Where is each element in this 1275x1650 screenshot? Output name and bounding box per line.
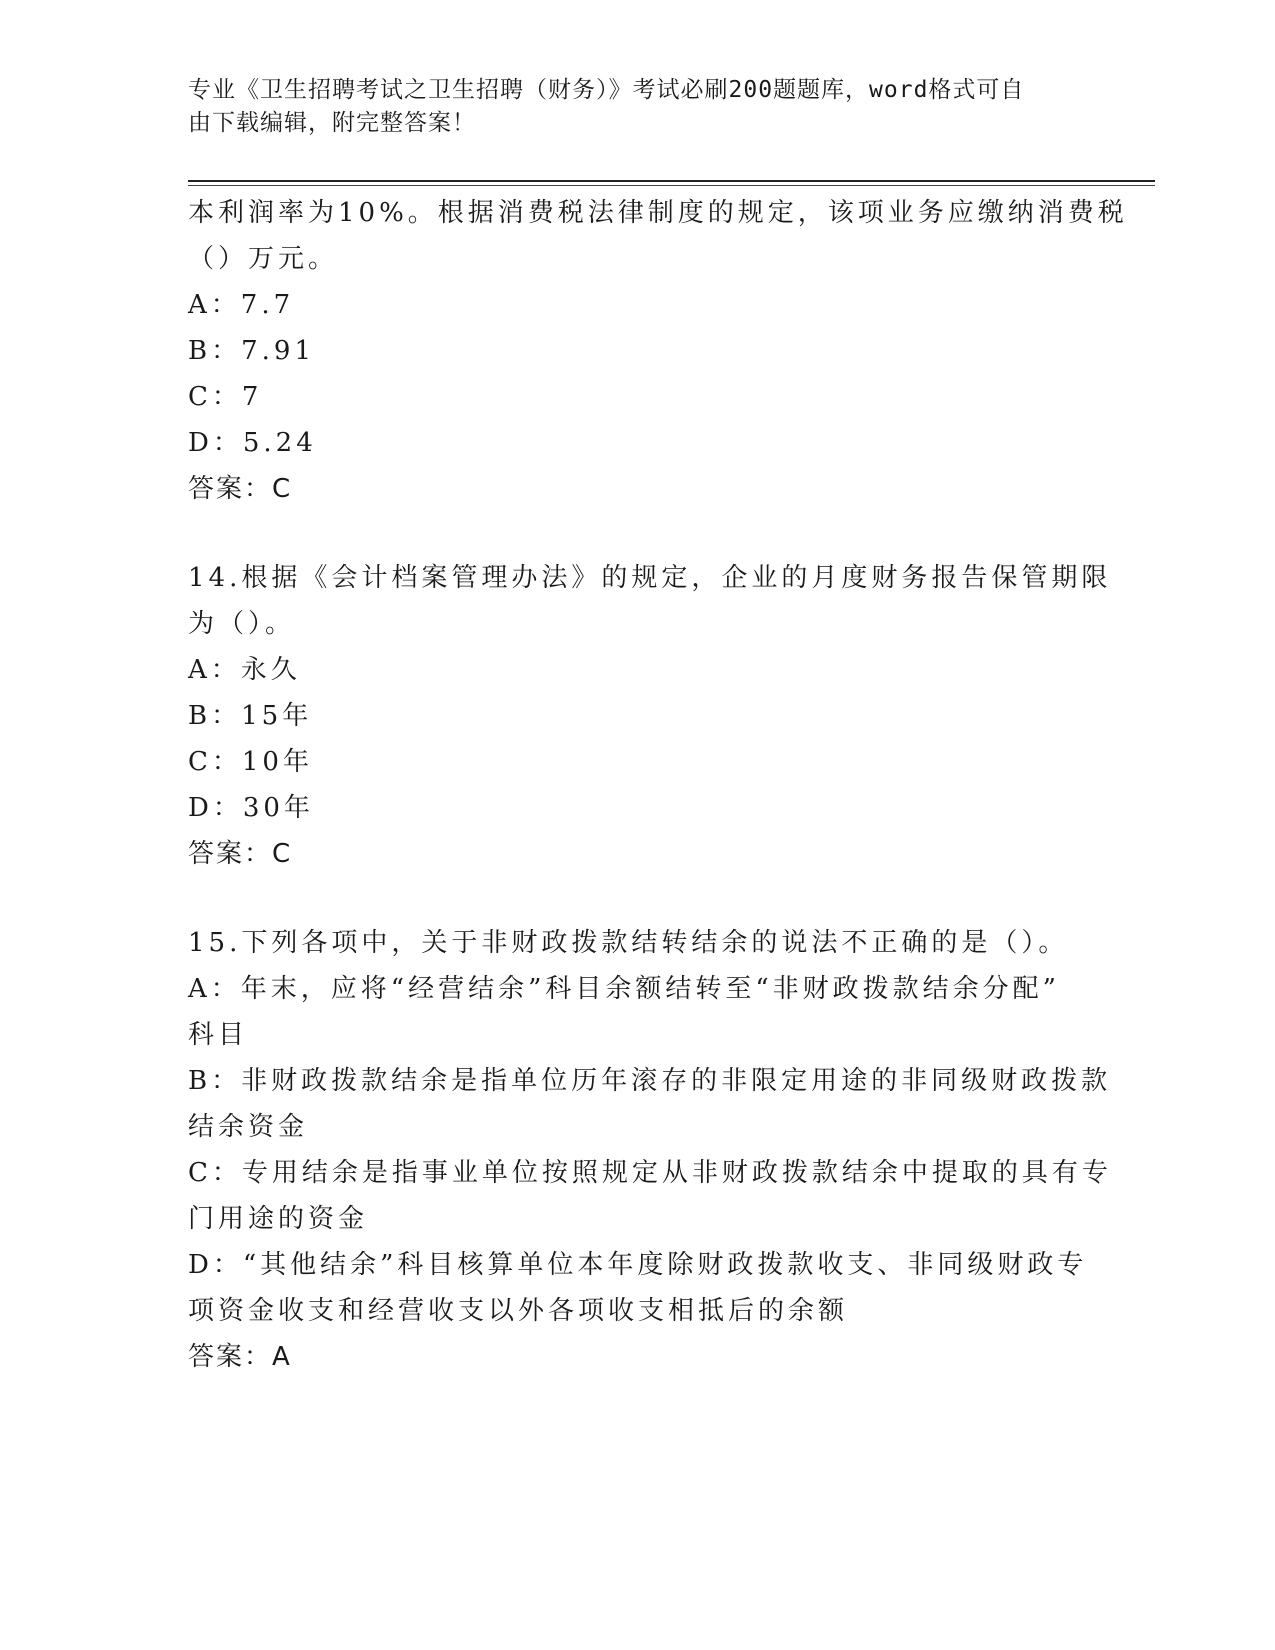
question-spacer [188, 877, 1088, 920]
header-line-1: 专业《卫生招聘考试之卫生招聘（财务）》考试必刷200题题库，word格式可自 [188, 77, 1025, 103]
option-a: A：7.7 [188, 290, 295, 320]
option-d-continued: 项资金收支和经营收支以外各项收支相抵后的余额 [188, 1296, 849, 1326]
question-15 [188, 920, 1112, 1380]
question-stem: 15.下列各项中，关于非财政拨款结转结余的说法不正确的是（）。 [188, 928, 1069, 958]
header-line-2: 由下载编辑，附完整答案！ [188, 110, 476, 136]
header-rule-thick [188, 180, 1155, 182]
document-header [188, 74, 1068, 140]
question-stem: 14.根据《会计档案管理办法》的规定，企业的月度财务报告保管期限 [188, 563, 1112, 593]
answer-label: 答案：C [188, 839, 293, 869]
option-c: C：10年 [188, 747, 313, 777]
option-d: D：30年 [188, 793, 314, 823]
option-c-continued: 门用途的资金 [188, 1204, 369, 1234]
option-c: C：专用结余是指事业单位按照规定从非财政拨款结余中提取的具有专 [188, 1158, 1112, 1188]
option-a-continued: 科目 [188, 1020, 249, 1050]
option-a: A：年末，应将“经营结余”科目余额结转至“非财政拨款结余分配” [188, 974, 1060, 1004]
answer-label: 答案：A [188, 1342, 292, 1372]
option-b: B：7.91 [188, 336, 315, 366]
option-a: A：永久 [188, 655, 301, 685]
option-b-continued: 结余资金 [188, 1112, 309, 1142]
question-stem: （）万元。 [188, 244, 339, 274]
option-c: C：7 [188, 382, 263, 412]
answer-label: 答案：C [188, 474, 293, 504]
question-spacer [188, 512, 1088, 555]
question-13 [188, 190, 1128, 512]
option-d: D：“其他结余”科目核算单位本年度除财政拨款收支、非同级财政专 [188, 1250, 1088, 1280]
option-d: D：5.24 [188, 428, 317, 458]
option-b: B：15年 [188, 701, 313, 731]
question-14 [188, 555, 1112, 877]
option-b: B：非财政拨款结余是指单位历年滚存的非限定用途的非同级财政拨款 [188, 1066, 1112, 1096]
question-stem: 本利润率为10%。根据消费税法律制度的规定，该项业务应缴纳消费税 [188, 198, 1128, 228]
document-body [188, 190, 1128, 1380]
header-rule-thin [188, 185, 1155, 186]
question-stem: 为（）。 [188, 609, 296, 639]
